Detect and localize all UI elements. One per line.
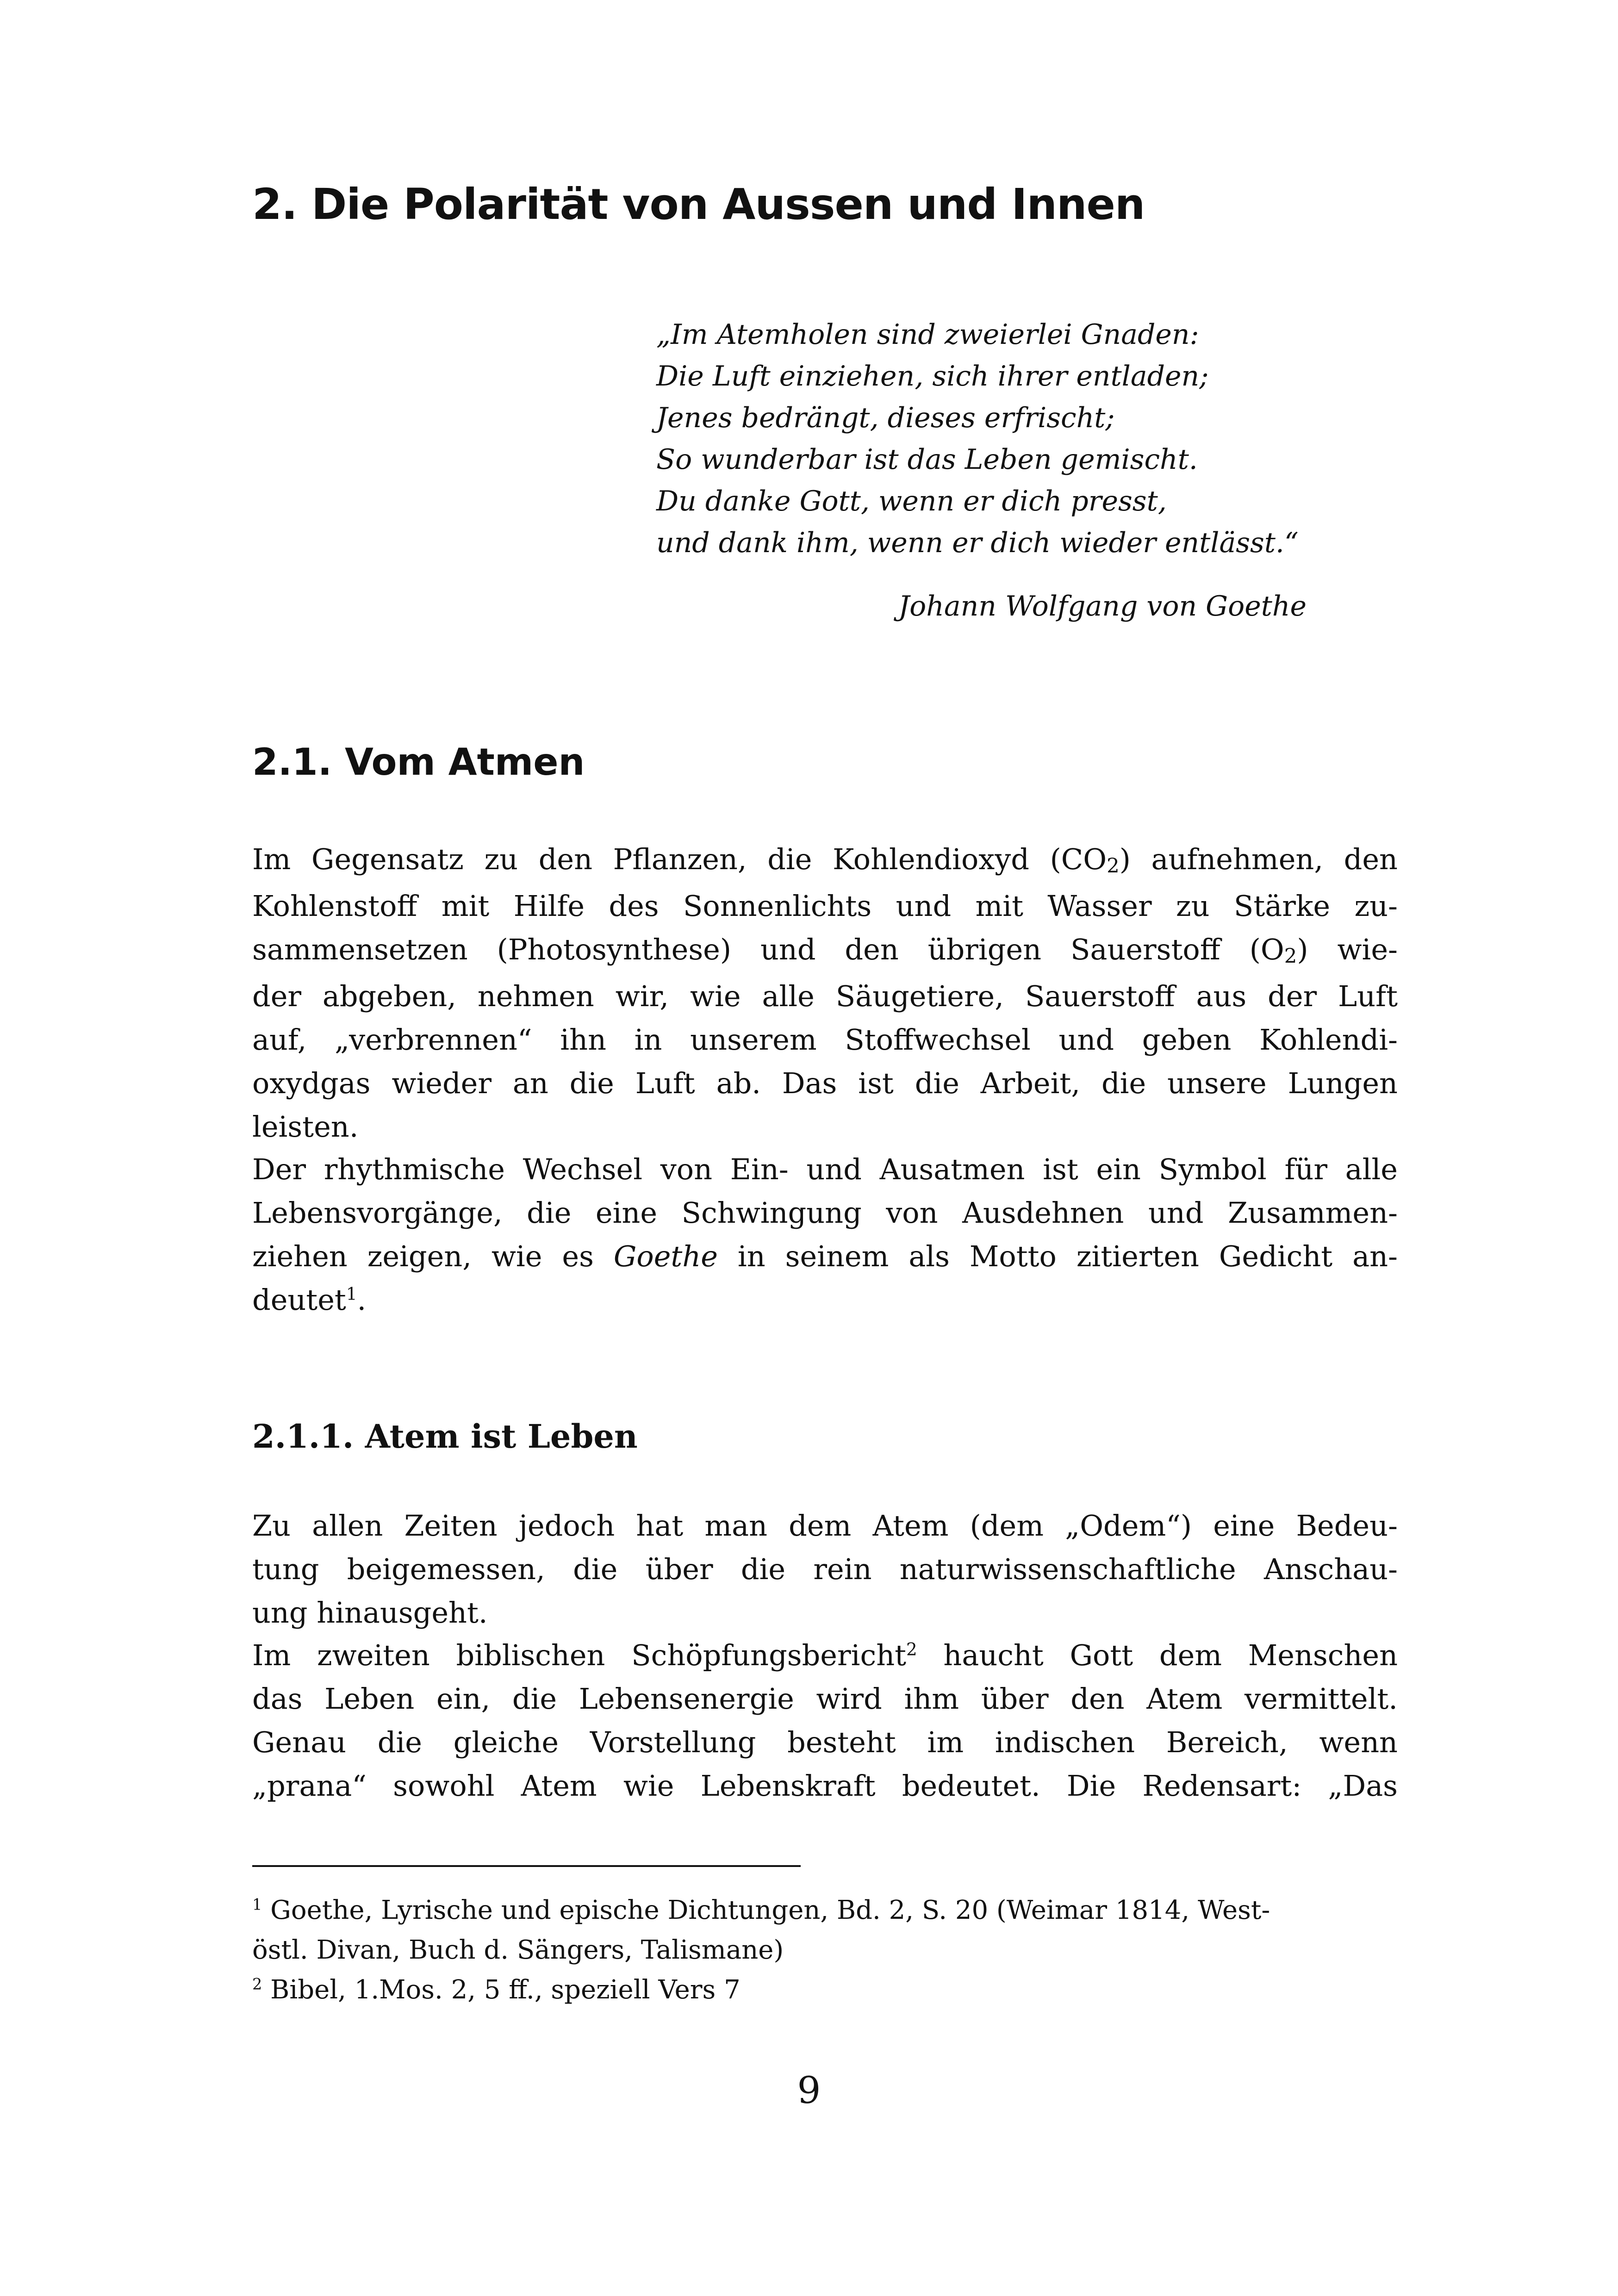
motto-line: und dank ihm, wenn er dich wieder entlässt.“ — [656, 527, 1299, 559]
text-line: ung hinausgeht. — [252, 1596, 488, 1630]
text-line: Im Gegensatz zu den Pflanzen, die Kohlendioxyd $(CO_2)$ aufnehmen, den — [252, 842, 1398, 877]
footnote-divider — [252, 1865, 801, 1867]
page-number: 9 — [797, 2069, 821, 2112]
motto-line: Du danke Gott, wenn er dich presst, — [656, 485, 1167, 517]
subsection-paragraph-2 — [252, 1634, 1398, 1808]
text-line: Im zweiten biblischen Schöpfungsbericht$^2$ haucht Gott dem Menschen — [252, 1638, 1398, 1672]
emphasis-goethe: Goethe — [613, 1239, 718, 1273]
motto-line: Jenes bedrängt, dieses erfrischt; — [656, 402, 1115, 434]
subsection-paragraph-1 — [252, 1504, 1398, 1635]
text-line: Zu allen Zeiten jedoch hat man dem Atem (dem „Odem“) eine Bedeu- — [252, 1509, 1398, 1543]
text-line: auf, „verbrennen“ ihn in unserem Stoffwechsel und geben Kohlendi- — [252, 1023, 1398, 1057]
text-line: das Leben ein, die Lebensenergie wird ihm über den Atem vermittelt. — [252, 1682, 1398, 1716]
text-line: Kohlenstoff mit Hilfe des Sonnenlichts und mit Wasser zu Stärke zu- — [252, 889, 1398, 923]
footnote-1: $^1$ Goethe, Lyrische und epische Dichtungen, Bd. 2, S. 20 (Weimar 1814, West- — [252, 1895, 1270, 1925]
subscript: 2 — [1107, 854, 1120, 877]
subscript: 2 — [1284, 944, 1297, 968]
footnote-2: $^2$ Bibel, 1.Mos. 2, 5 ff., speziell Vers 7 — [252, 1975, 741, 2005]
footnote-1-continuation: östl. Divan, Buch d. Sängers, Talismane) — [252, 1935, 784, 1965]
section-paragraph-1 — [252, 838, 1398, 1149]
text-line: deutet$^1$. — [252, 1283, 367, 1317]
motto-line: So wunderbar ist das Leben gemischt. — [656, 443, 1198, 476]
motto-line: Die Luft einziehen, sich ihrer entladen; — [656, 360, 1209, 392]
text-line: Genau die gleiche Vorstellung besteht im indischen Bereich, wenn — [252, 1725, 1398, 1759]
text-line: „prana“ sowohl Atem wie Lebenskraft bedeutet. Die Redensart: „Das — [252, 1769, 1398, 1803]
subsection-title: 2.1.1. Atem ist Leben — [252, 1417, 638, 1456]
text-line: leisten. — [252, 1110, 359, 1144]
section-title: 2.1. Vom Atmen — [252, 740, 585, 784]
section-paragraph-2 — [252, 1148, 1398, 1322]
text-line: sammensetzen (Photosynthese) und den übrigen Sauerstoff $(O_2)$ wie- — [252, 933, 1398, 968]
text-line: Der rhythmische Wechsel von Ein- und Ausatmen ist ein Symbol für alle — [252, 1152, 1398, 1186]
footnote-mark: 1 — [252, 1895, 262, 1914]
text-line: oxydgas wieder an die Luft ab. Das ist die Arbeit, die unsere Lungen — [252, 1066, 1398, 1100]
footnotes — [252, 1891, 1395, 2010]
footnote-ref-2[interactable]: 2 — [906, 1639, 917, 1660]
text-line: der abgeben, nehmen wir, wie alle Säugetiere, Sauerstoff aus der Luft — [252, 979, 1398, 1013]
text-line: ziehen zeigen, wie es Goethe in seinem als Motto zitierten Gedicht an- — [252, 1239, 1398, 1273]
motto-author: Johann Wolfgang von Goethe — [898, 590, 1307, 622]
text-line: tung beigemessen, die über die rein naturwissenschaftliche Anschau- — [252, 1552, 1398, 1586]
chapter-title: 2. Die Polarität von Aussen und Innen — [252, 180, 1145, 229]
motto-poem — [656, 314, 1327, 564]
footnote-mark: 2 — [252, 1975, 262, 1993]
motto-line: „Im Atemholen sind zweierlei Gnaden: — [656, 318, 1199, 351]
footnote-ref-1[interactable]: 1 — [346, 1283, 357, 1304]
text-line: Lebensvorgänge, die eine Schwingung von Ausdehnen und Zusammen- — [252, 1196, 1398, 1230]
